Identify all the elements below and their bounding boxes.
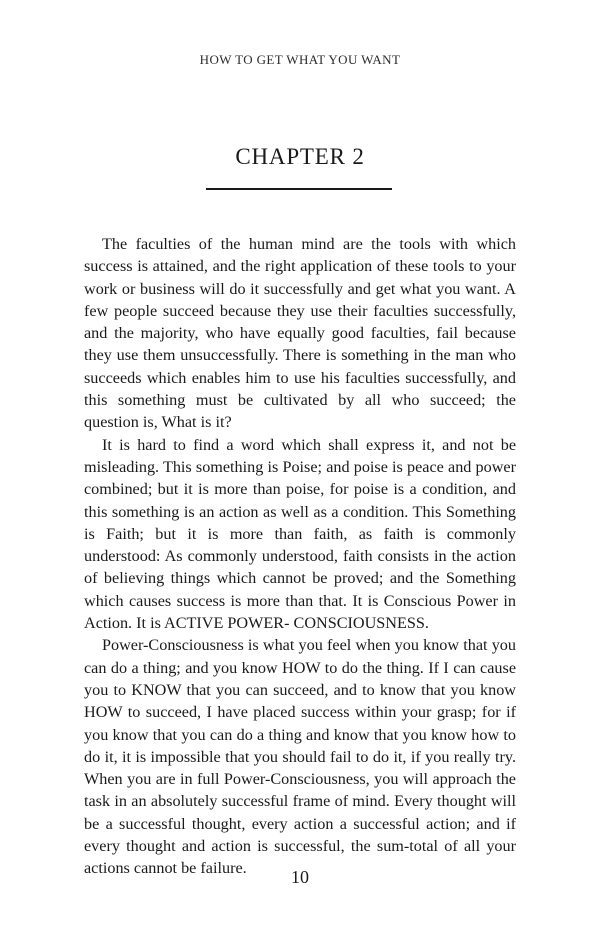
- paragraph: Power-Consciousness is what you feel when you know that you can do a thing; and you know HOW to do the thing. If I can cause you to KNOW that you can succeed, and to know that you know HOW to succeed, I have placed success within your grasp; for if you know that you can do a thing and know that you know how to do it, it is impossible that you should fail to do it, if you really try. When you are in full Power-Consciousness, you will approach the task in an absolutely successful frame of mind. Every thought will be a successful thought, every action a successful action; and if every thought and action is successful, the sum-total of all your actions cannot be failure.: [84, 636, 516, 878]
- page-number: 10: [291, 867, 309, 887]
- paragraph: It is hard to find a word which shall express it, and not be misleading. This something is Poise; and poise is peace and power combined; but it is more than poise, for poise is a condition, and this something is an action as well as a condition. This Something is Faith; but it is more than faith, as faith is commonly understood: As commonly understood, faith consists in the action of believing things which cannot be proved; and the Something which causes success is more than that. It is Conscious Power in Action. It is ACTIVE POWER- CONSCIOUSNESS.: [84, 435, 516, 633]
- chapter-divider: [206, 188, 392, 190]
- running-head: HOW TO GET WHAT YOU WANT: [199, 52, 401, 67]
- chapter-title: CHAPTER 2: [235, 144, 365, 169]
- paragraph: The faculties of the human mind are the tools with which success is attained, and the right application of these tools to your work or business will do it successfully and get what you want. A few people succeed because they use their faculties successfully, and the majority, who have equally good faculties, fail because they use them unsuccessfully. There is something in the man who succeeds which enables him to use his faculties successfully, and this something must be cultivated by all who succeed; the question is, What is it?: [84, 235, 516, 432]
- chapter-body: [84, 233, 516, 880]
